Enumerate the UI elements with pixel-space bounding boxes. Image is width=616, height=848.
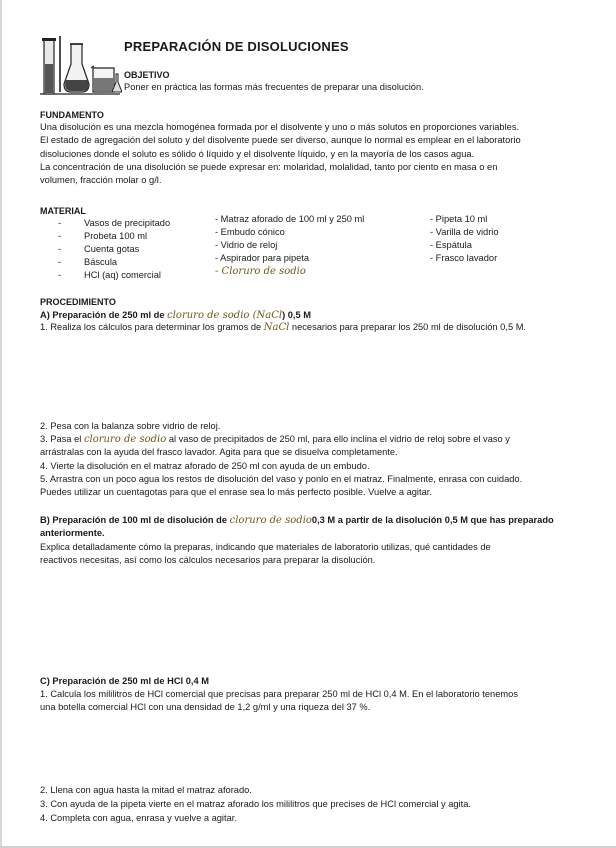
objetivo-text: Poner en práctica las formas más frecuentes de preparar una disolución. [124, 82, 424, 92]
fundamento-line: volumen, fracción molar o g/l. [40, 175, 162, 186]
section-a-step-1: 1. Realiza los cálculos para determinar los gramos de NaCl necesarios para preparar los 250 ml de disolución 0,5 M. [40, 322, 527, 333]
material-column-2 [215, 213, 364, 278]
material-item: - Varilla de vidrio [430, 227, 499, 237]
material-item: - Báscula [58, 257, 118, 267]
fundamento-line: disoluciones donde el soluto es sólido ó líquido y el disolvente líquido, y en la mayoría de los casos agua. [40, 148, 475, 159]
material-item: - Espátula [430, 240, 472, 250]
handwritten-fill: cloruro de sodio [229, 515, 312, 526]
section-c-title: C) Preparación de 250 ml de HCl 0,4 M [40, 676, 209, 686]
fundamento-line: Una disolución es una mezcla homogénea formada por el disolvente y uno o más solutos en proporciones variables. [40, 122, 520, 132]
material-item: - Vasos de precipitado [58, 218, 171, 228]
fundamento-heading: FUNDAMENTO [40, 110, 104, 120]
lab-glassware-illustration [38, 34, 122, 98]
handwritten-fill: cloruro de sodio [83, 434, 167, 445]
material-item: - Pipeta 10 ml [430, 214, 488, 224]
section-a-title: A) Preparación de 250 ml de cloruro de sodio (NaCl) 0,5 M [40, 310, 311, 321]
fundamento-line: El estado de agregación del soluto y del disolvente puede ser diverso, aunque lo normal es emplear en el laboratorio [40, 135, 521, 146]
section-a-step-5: 5. Arrastra con un poco agua los restos de disolución del vaso y ponlo en el matraz. Finalmente, enrasa con cuidado. Puedes utilizar un cuentagotas para que el enrase sea lo más perfecto posible. Vuelve a agitar. [40, 474, 523, 498]
material-item: - Matraz aforado de 100 ml y 250 ml [215, 214, 365, 224]
material-heading: MATERIAL [40, 206, 86, 216]
handwritten-fill: NaCl [263, 322, 290, 333]
section-c-step-4: 4. Completa con agua, enrasa y vuelve a agitar. [40, 813, 237, 823]
objetivo-heading: OBJETIVO [124, 70, 170, 80]
material-item: - HCl (aq) comercial [58, 270, 161, 280]
section-b-text: Explica detalladamente cómo la preparas, indicando que materiales de laboratorio utilizas, qué cantidades de reactivos necesitas, así como los cálculos necesarios para preparar la disolución. [40, 542, 491, 566]
section-b-title: B) Preparación de 100 ml de disolución de cloruro de sodio0,3 M a partir de la disolución 0,5 M que has preparado anteriormente. [40, 515, 554, 538]
material-item: - Vidrio de reloj [215, 240, 278, 250]
section-c-step-2: 2. Llena con agua hasta la mitad el matraz aforado. [40, 785, 252, 795]
material-item: - Probeta 100 ml [58, 231, 148, 241]
section-a-step-3: 3. Pasa el cloruro de sodio al vaso de precipitados de 250 ml, para ello inclina el vidrio de reloj sobre el vaso y arrástralas con la ayuda del frasco lavador. Agita para que se disuelva completamente. [40, 434, 510, 458]
section-c-step-3: 3. Con ayuda de la pipeta vierte en el matraz aforado los mililitros que precises de HCl comercial y agita. [40, 799, 471, 809]
handwritten-fill: cloruro de sodio (NaCl [167, 310, 283, 321]
scan-edge-left [0, 0, 2, 848]
fundamento-text [40, 121, 568, 187]
material-column-1 [58, 217, 170, 282]
section-a-step-4: 4. Vierte la disolución en el matraz aforado de 250 ml con ayuda de un embudo. [40, 461, 370, 471]
procedimiento-heading: PROCEDIMIENTO [40, 297, 116, 307]
material-item: - Aspirador para pipeta [215, 253, 310, 263]
material-column-3 [430, 213, 499, 265]
section-c-step-1: 1. Calcula los mililitros de HCl comercial que precisas para preparar 250 ml de HCl 0,4 M. En el laboratorio tenemos una botella comercial HCl con una densidad de 1,2 g/ml y una riqueza del 37 %. [40, 689, 518, 713]
section-a-step-2: 2. Pesa con la balanza sobre vidrio de reloj. [40, 421, 221, 431]
document-title: PREPARACIÓN DE DISOLUCIONES [124, 39, 349, 54]
material-item: - Frasco lavador [430, 253, 498, 263]
fundamento-line: La concentración de una disolución se puede expresar en: molaridad, molalidad, tanto por ciento en masa o en [40, 161, 498, 172]
material-item: - Embudo cónico [215, 227, 285, 237]
material-item: - Cuenta gotas [58, 244, 140, 254]
material-item-handwritten: - Cloruro de sodio [215, 266, 306, 277]
